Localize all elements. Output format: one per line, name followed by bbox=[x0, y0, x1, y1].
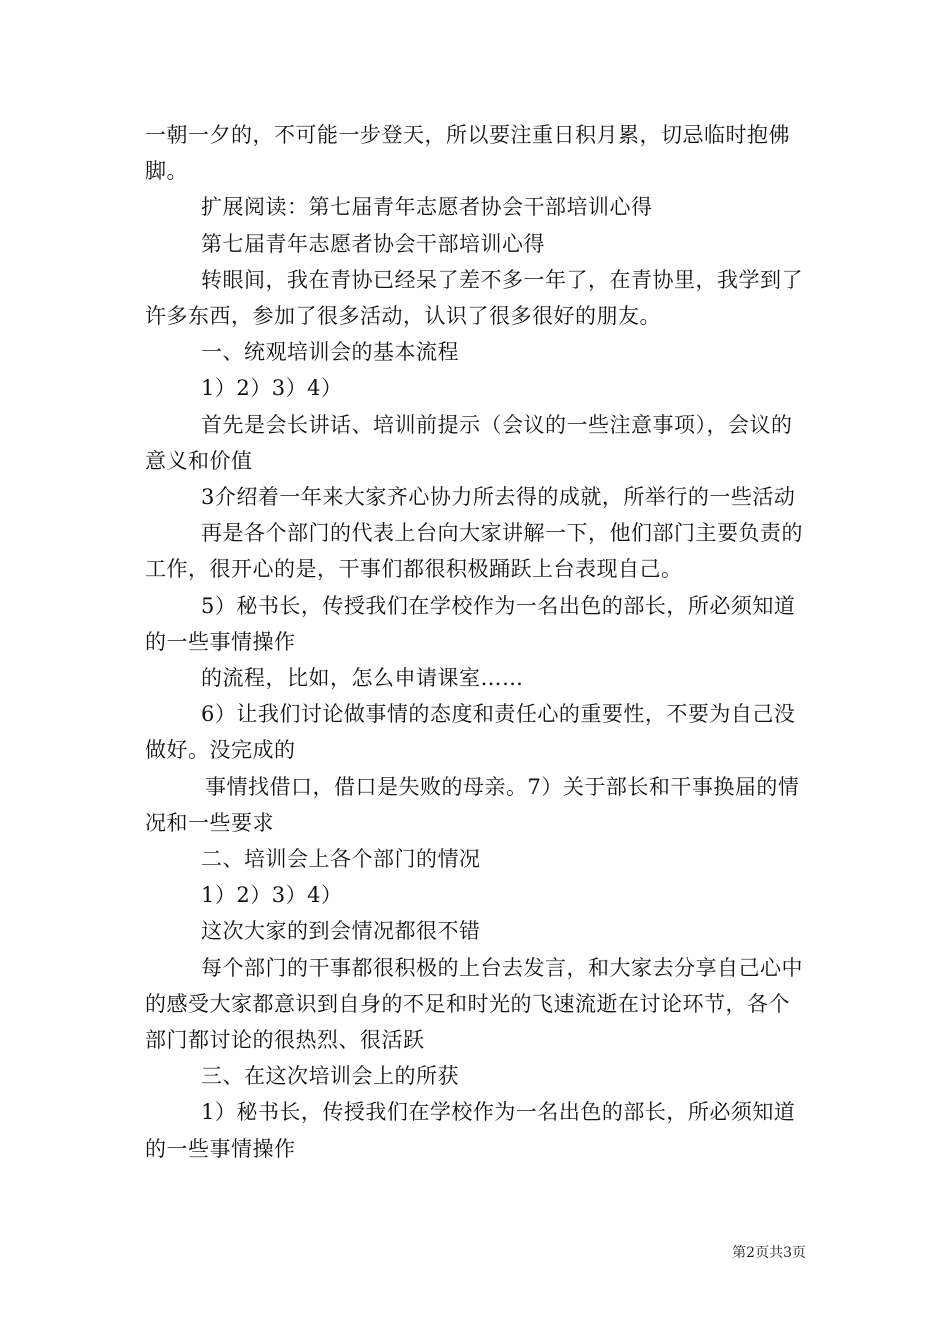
paragraph: 一朝一夕的，不可能一步登天，所以要注重日积月累，切忌临时抱佛脚。 bbox=[145, 123, 790, 184]
paragraph: 转眼间，我在青协已经呆了差不多一年了，在青协里，我学到了许多东西，参加了很多活动，认识了很多很好的朋友。 bbox=[145, 267, 803, 329]
paragraph: 的流程，比如，怎么申请课室…… bbox=[201, 666, 524, 691]
section-heading: 一、统观培训会的基本流程 bbox=[201, 340, 459, 365]
paragraph: 1）2）3）4） bbox=[201, 376, 343, 401]
paragraph: 6）让我们讨论做事情的态度和责任心的重要性，不要为自己没做好。没完成的 bbox=[145, 702, 796, 763]
paragraph: 第七届青年志愿者协会干部培训心得 bbox=[201, 231, 545, 256]
page-number: 第2页共3页 bbox=[732, 1245, 806, 1261]
paragraph: 1）2）3）4） bbox=[201, 883, 343, 908]
paragraph: 5）秘书长，传授我们在学校作为一名出色的部长，所必须知道的一些事情操作 bbox=[145, 593, 796, 654]
paragraph: 扩展阅读：第七届青年志愿者协会干部培训心得 bbox=[201, 195, 653, 220]
paragraph: 3介绍着一年来大家齐心协力所去得的成就，所举行的一些活动 bbox=[201, 485, 796, 510]
paragraph: 首先是会长讲话、培训前提示（会议的一些注意事项），会议的意义和价值 bbox=[145, 412, 793, 473]
paragraph: 1）秘书长，传授我们在学校作为一名出色的部长，所必须知道的一些事情操作 bbox=[145, 1100, 796, 1161]
paragraph: 再是各个部门的代表上台向大家讲解一下，他们部门主要负责的工作，很开心的是，干事们都很积极踊跃上台表现自己。 bbox=[145, 521, 803, 582]
paragraph: 这次大家的到会情况都很不错 bbox=[201, 919, 481, 944]
document-body bbox=[145, 117, 810, 1167]
section-heading: 三、在这次培训会上的所获 bbox=[201, 1064, 459, 1089]
paragraph: 事情找借口，借口是失败的母亲。7）关于部长和干事换届的情况和一些要求 bbox=[145, 774, 800, 835]
section-heading: 二、培训会上各个部门的情况 bbox=[201, 847, 481, 872]
paragraph: 每个部门的干事都很积极的上台去发言，和大家去分享自己心中的感受大家都意识到自身的不足和时光的飞速流逝在讨论环节，各个部门都讨论的很热烈、很活跃 bbox=[145, 955, 803, 1053]
